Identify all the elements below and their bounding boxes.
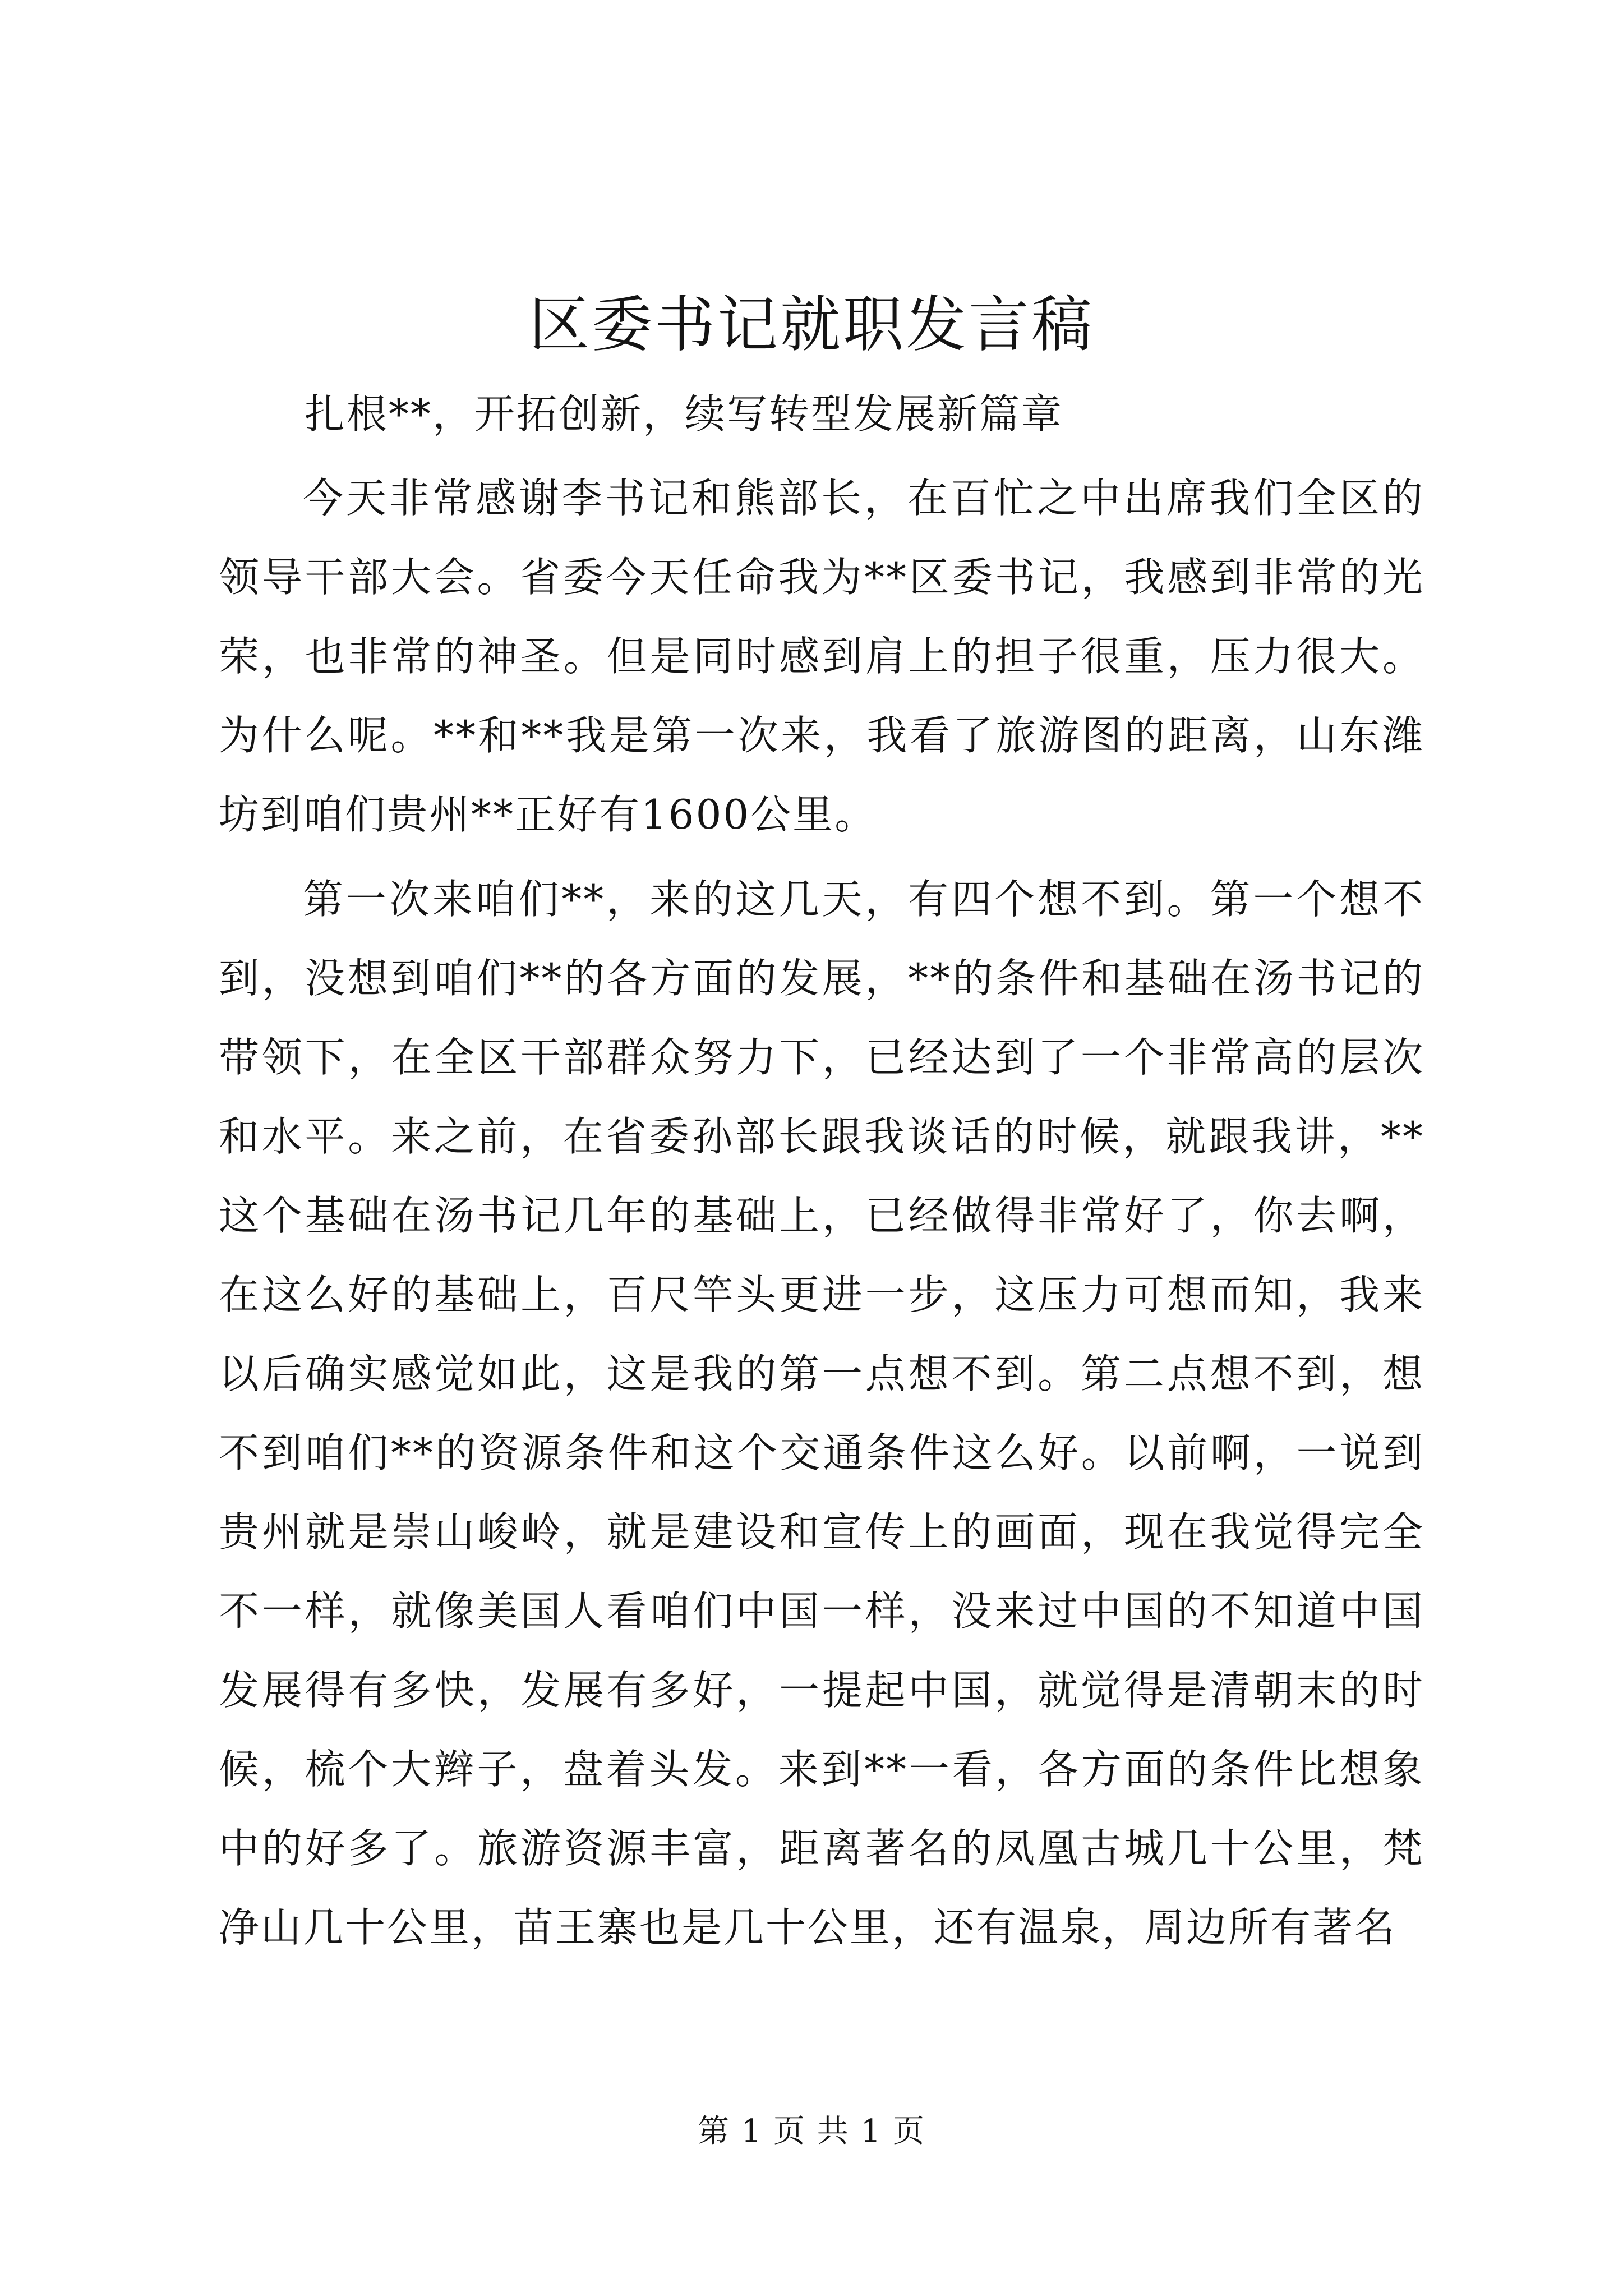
body-paragraph: 第一次来咱们**，来的这几天，有四个想不到。第一个想不到，没想到咱们**的各方面的发展，**的条件和基础在汤书记的带领下，在全区干部群众努力下，已经达到了一个非常高的层次和水平。来之前，在省委孙部长跟我谈话的时候，就跟我讲，**这个基础在汤书记几年的基础上，已经做得非常好了，你去啊，在这么好的基础上，百尺竿头更进一步，这压力可想而知，我来以后确实感觉如此，这是我的第一点想不到。第二点想不到，想不到咱们**的资源条件和这个交通条件这么好。以前啊，一说到贵州就是崇山峻岭，就是建设和宣传上的画面，现在我觉得完全不一样，就像美国人看咱们中国一样，没来过中国的不知道中国发展得有多快，发展有多好，一提起中国，就觉得是清朝末的时候，梳个大辫子，盘着头发。来到**一看，各方面的条件比想象中的好多了。旅游资源丰富，距离著名的凤凰古城几十公里，梵净山几十公里，苗王寨也是几十公里，还有温泉，周边所有著名 [219,876,1424,1951]
document-title: 区委书记就职发言稿 [528,290,1094,360]
page-number-footer: 第 1 页 共 1 页 [697,2113,926,2150]
document-subtitle: 扎根**，开拓创新，续写转型发展新篇章 [305,390,1064,438]
body-paragraph: 今天非常感谢李书记和熊部长，在百忙之中出席我们全区的领导干部大会。省委今天任命我为**区委书记，我感到非常的光荣，也非常的神圣。但是同时感到肩上的担子很重，压力很大。为什么呢。**和**我是第一次来，我看了旅游图的距离，山东潍坊到咱们贵州**正好有1600公里。 [219,475,1424,838]
document-body [219,459,1424,1973]
